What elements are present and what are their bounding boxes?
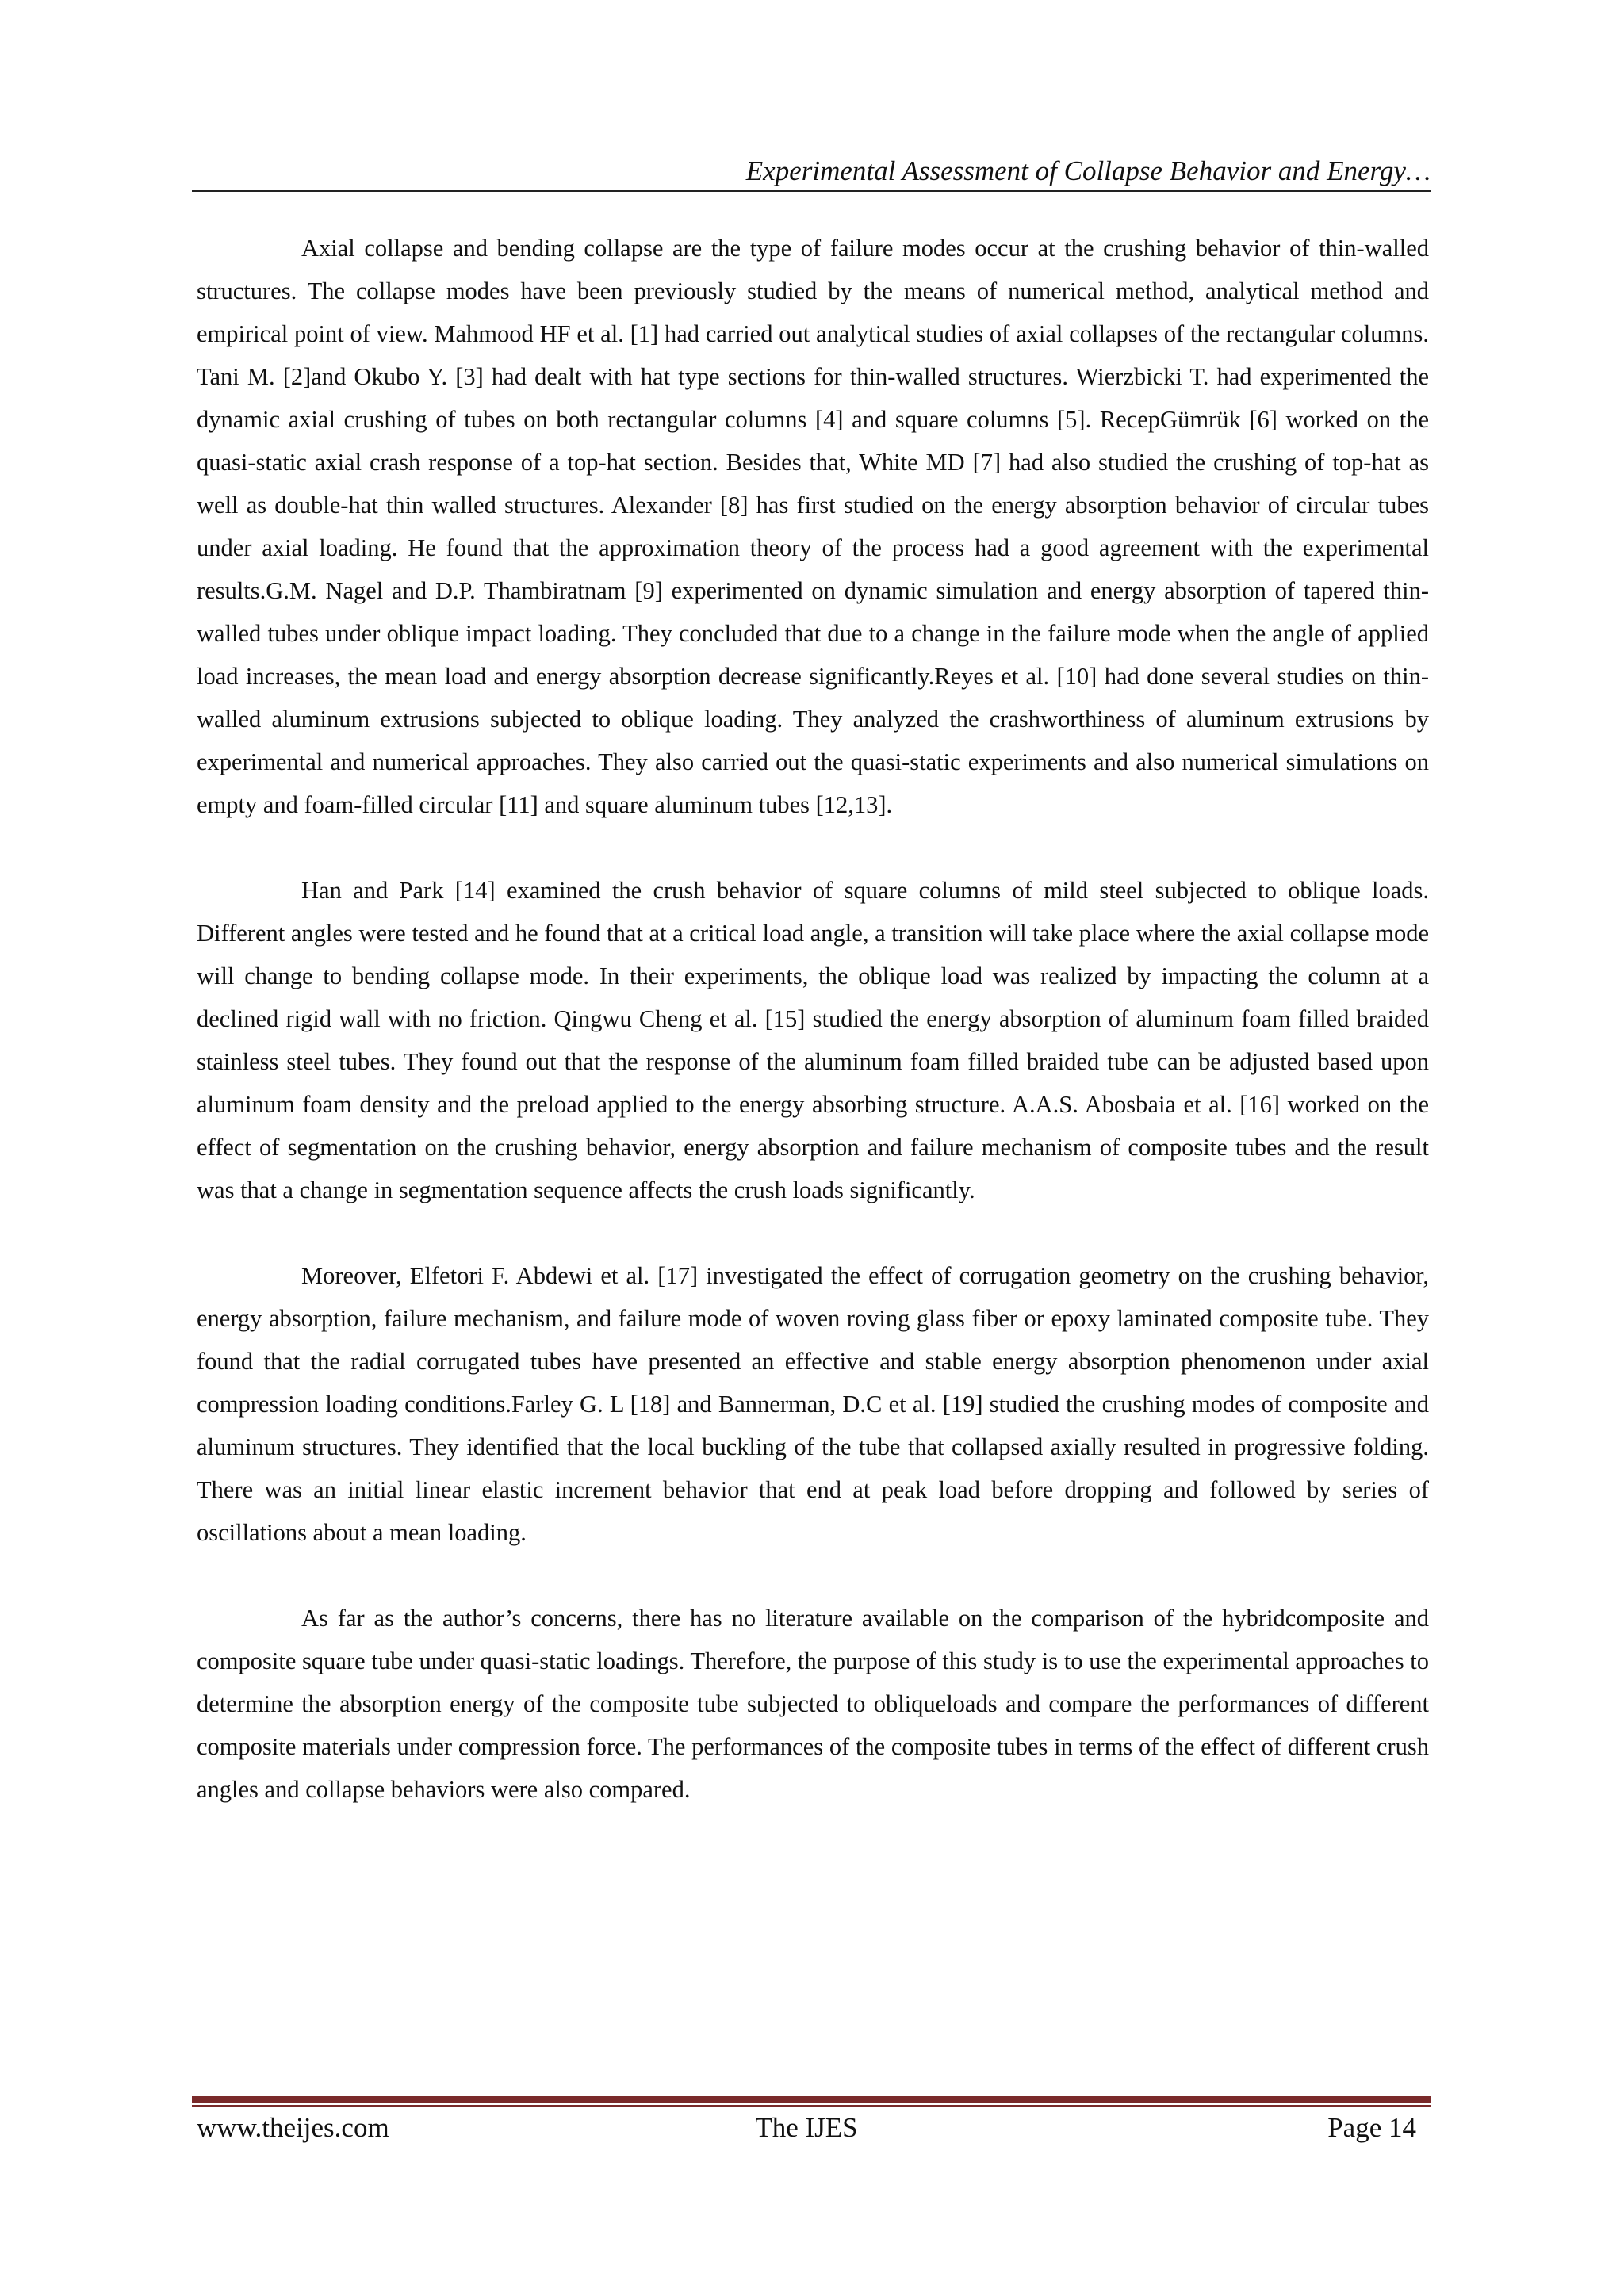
paragraph-2: Han and Park [14] examined the crush behavior of square columns of mild steel subjected to oblique loads. Different angles were tested and he found that at a critical load angle, a transition will take place where the axial collapse mode will change to bending collapse mode. In their experiments, the oblique load was realized by impacting the column at a declined rigid wall with no friction. Qingwu Cheng et al. [15] studied the energy absorption of aluminum foam filled braided stainless steel tubes. They found out that the response of the aluminum foam filled braided tube can be adjusted based upon aluminum foam density and the preload applied to the energy absorbing structure. A.A.S. Abosbaia et al. [16] worked on the effect of segmentation on the crushing behavior, energy absorption and failure mechanism of composite tubes and the result was that a change in segmentation sequence affects the crush loads significantly. [197, 877, 1429, 1203]
paragraph-3: Moreover, Elfetori F. Abdewi et al. [17] investigated the effect of corrugation geometry on the crushing behavior, energy absorption, failure mechanism, and failure mode of woven roving glass fiber or epoxy laminated composite tube. They found that the radial corrugated tubes have presented an effective and stable energy absorption phenomenon under axial compression loading conditions.Farley G. L [18] and Bannerman, D.C et al. [19] studied the crushing modes of composite and aluminum structures. They identified that the local buckling of the tube that collapsed axially resulted in progressive folding. There was an initial linear elastic increment behavior that end at peak load before dropping and followed by series of oscillations about a mean loading. [197, 1262, 1429, 1546]
paragraph-4: As far as the author’s concerns, there has no literature available on the comparison of the hybridcomposite and composite square tube under quasi-static loadings. Therefore, the purpose of this study is to use the experimental approaches to determine the absorption energy of the composite tube subjected to obliqueloads and compare the performances of different composite materials under compression force. The performances of the composite tubes in terms of the effect of different crush angles and collapse behaviors were also compared. [197, 1605, 1429, 1803]
footer-journal: The IJES [755, 2112, 858, 2143]
footer-page-number: Page 14 [1327, 2112, 1416, 2143]
paragraph-1: Axial collapse and bending collapse are the type of failure modes occur at the crushing behavior of thin-walled structures. The collapse modes have been previously studied by the means of numerical method, analytical method and empirical point of view. Mahmood HF et al. [1] had carried out analytical studies of axial collapses of the rectangular columns. Tani M. [2]and Okubo Y. [3] had dealt with hat type sections for thin-walled structures. Wierzbicki T. had experimented the dynamic axial crushing of tubes on both rectangular columns [4] and square columns [5]. RecepGümrük [6] worked on the quasi-static axial crash response of a top-hat section. Besides that, White MD [7] had also studied the crushing of top-hat as well as double-hat thin walled structures. Alexander [8] has first studied on the energy absorption behavior of circular tubes under axial loading. He found that the approximation theory of the process had a good agreement with the experimental results.G.M. Nagel and D.P. Thambiratnam [9] experimented on dynamic simulation and energy absorption of tapered thin-walled tubes under oblique impact loading. They concluded that due to a change in the failure mode when the angle of applied load increases, the mean load and energy absorption decrease significantly.Reyes et al. [10] had done several studies on thin-walled aluminum extrusions subjected to oblique loading. They analyzed the crashworthiness of aluminum extrusions by experimental and numerical approaches. They also carried out the quasi-static experiments and also numerical simulations on empty and foam-filled circular [11] and square aluminum tubes [12,13]. [197, 235, 1429, 818]
body-text [197, 227, 1429, 1811]
footer-divider-thick [192, 2096, 1431, 2103]
header-divider [192, 190, 1431, 192]
page-footer [197, 2109, 1416, 2147]
footer-divider-thin [192, 2105, 1431, 2107]
footer-website: www.theijes.com [197, 2112, 389, 2143]
running-header-title: Experimental Assessment of Collapse Behavior and Energy… [745, 155, 1431, 186]
